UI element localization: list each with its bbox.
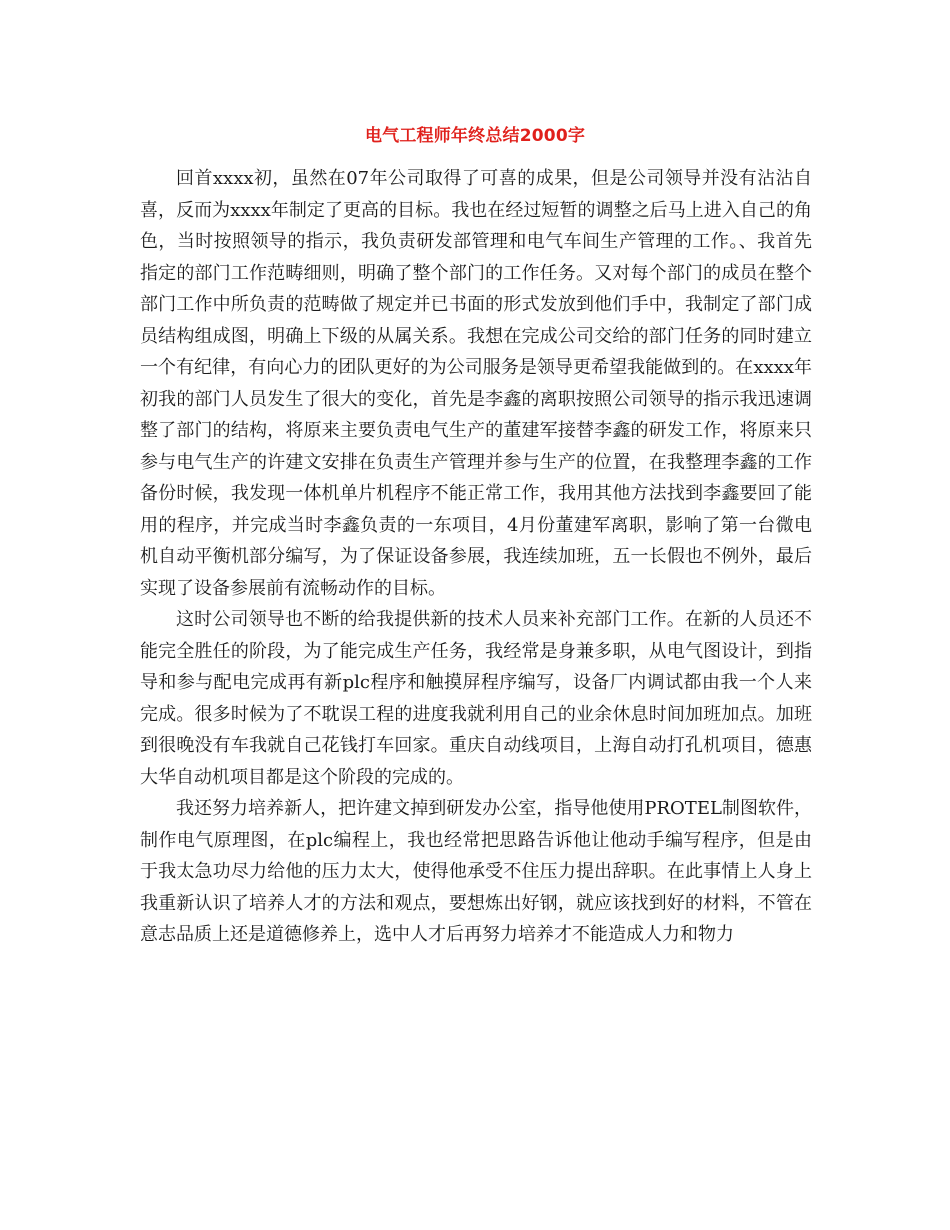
paragraph-3: 我还努力培养新人，把许建文掉到研发办公室，指导他使用PROTEL制图软件，制作电气原理图，在plc编程上，我也经常把思路告诉他让他动手编写程序，但是由于我太急功尽力给他的压力太大，使得他承受不住压力提出辞职。在此事情上人身上我重新认识了培养人才的方法和观点，要想炼出好钢，就应该找到好的材料，不管在意志品质上还是道德修养上，选中人才后再努力培养才不能造成人力和物力 <box>140 798 812 945</box>
document-title: 电气工程师年终总结2000字 <box>364 126 586 146</box>
document-body <box>140 163 812 951</box>
paragraph-1: 回首xxxx初，虽然在07年公司取得了可喜的成果，但是公司领导并没有沾沾自喜，反而为xxxx年制定了更高的目标。我也在经过短暂的调整之后马上进入自己的角色，当时按照领导的指示，我负责研发部管理和电气车间生产管理的工作。、我首先指定的部门工作范畴细则，明确了整个部门的工作任务。又对每个部门的成员在整个部门工作中所负责的范畴做了规定并已书面的形式发放到他们手中，我制定了部门成员结构组成图，明确上下级的从属关系。我想在完成公司交给的部门任务的同时建立一个有纪律，有向心力的团队更好的为公司服务是领导更希望我能做到的。在xxxx年初我的部门人员发生了很大的变化，首先是李鑫的离职按照公司领导的指示我迅速调整了部门的结构，将原来主要负责电气生产的董建军接替李鑫的研发工作，将原来只参与电气生产的许建文安排在负责生产管理并参与生产的位置，在我整理李鑫的工作备份时候，我发现一体机单片机程序不能正常工作，我用其他方法找到李鑫要回了能用的程序，并完成当时李鑫负责的一东项目，4月份董建军离职，影响了第一台微电机自动平衡机部分编写，为了保证设备参展，我连续加班，五一长假也不例外，最后实现了设备参展前有流畅动作的目标。 <box>140 168 812 599</box>
paragraph-2: 这时公司领导也不断的给我提供新的技术人员来补充部门工作。在新的人员还不能完全胜任的阶段，为了能完成生产任务，我经常是身兼多职，从电气图设计，到指导和参与配电完成再有新plc程序和触摸屏程序编写，设备厂内调试都由我一个人来完成。很多时候为了不耽误工程的进度我就利用自己的业余休息时间加班加点。加班到很晚没有车我就自己花钱打车回家。重庆自动线项目，上海自动打孔机项目，德惠大华自动机项目都是这个阶段的完成的。 <box>140 609 812 788</box>
